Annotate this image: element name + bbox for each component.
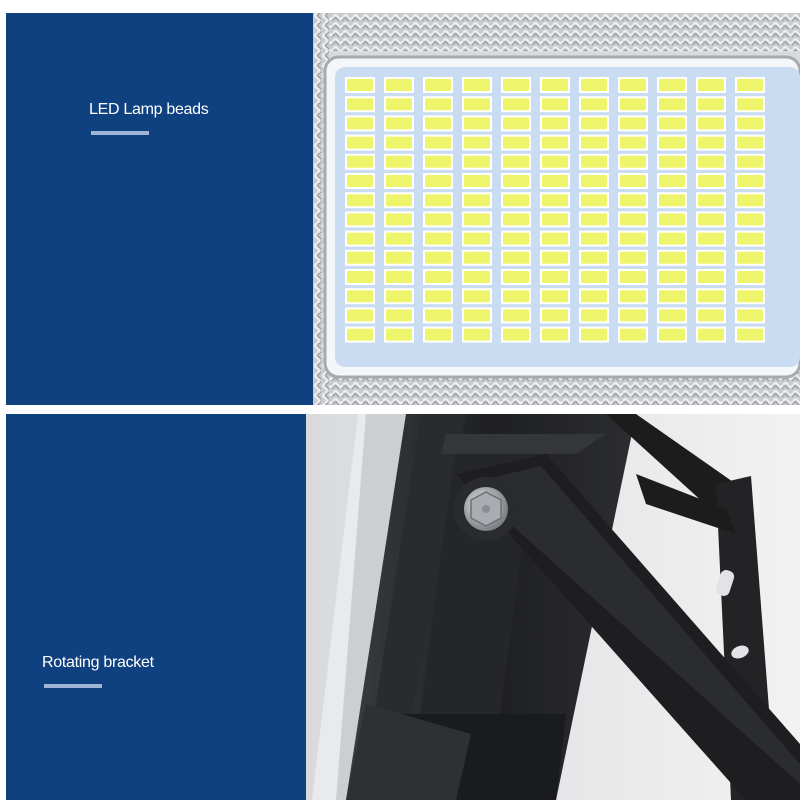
led-bead (698, 233, 724, 245)
led-bead (386, 329, 412, 341)
led-bead (464, 252, 490, 264)
led-bead (386, 137, 412, 149)
led-bead (737, 79, 763, 91)
rotating-bracket-panel (0, 414, 800, 800)
led-bead (464, 156, 490, 168)
led-bead (698, 271, 724, 283)
led-bead (503, 79, 529, 91)
led-bead (581, 117, 607, 129)
led-bead (581, 194, 607, 206)
bracket-photo (306, 414, 800, 800)
led-bead (620, 271, 646, 283)
led-lamp-beads-panel (0, 13, 800, 405)
led-bead (347, 137, 373, 149)
led-bead (386, 98, 412, 110)
led-bead (659, 290, 685, 302)
led-bead (620, 137, 646, 149)
led-bead (503, 252, 529, 264)
led-bead (542, 233, 568, 245)
led-bead (542, 271, 568, 283)
led-bead (503, 309, 529, 321)
led-bead (737, 309, 763, 321)
led-bead (503, 117, 529, 129)
led-bead (620, 194, 646, 206)
led-bead (503, 175, 529, 187)
led-bead (425, 290, 451, 302)
led-bead (581, 156, 607, 168)
led-bead (464, 233, 490, 245)
led-lamp-beads-caption: LED Lamp beads (89, 101, 209, 118)
led-bead (542, 309, 568, 321)
led-bead (347, 309, 373, 321)
led-bead (425, 98, 451, 110)
led-bead (347, 156, 373, 168)
led-panel-closeup-icon (313, 13, 800, 405)
led-bead (737, 175, 763, 187)
led-bead (464, 79, 490, 91)
led-bead (737, 290, 763, 302)
led-bead (659, 233, 685, 245)
led-bead (542, 137, 568, 149)
led-bead (581, 213, 607, 225)
led-bead (737, 194, 763, 206)
led-bead (347, 290, 373, 302)
led-bead (503, 194, 529, 206)
led-bead (581, 175, 607, 187)
led-bead (659, 252, 685, 264)
led-bead (542, 290, 568, 302)
led-bead (659, 117, 685, 129)
led-bead (620, 329, 646, 341)
led-bead (386, 290, 412, 302)
led-bead (542, 252, 568, 264)
led-bead (425, 233, 451, 245)
led-bead (386, 194, 412, 206)
led-bead (698, 117, 724, 129)
rotating-bracket-caption: Rotating bracket (42, 654, 154, 671)
led-bead (503, 233, 529, 245)
led-bead (386, 156, 412, 168)
led-bead (347, 233, 373, 245)
led-bead (386, 252, 412, 264)
led-bead (659, 156, 685, 168)
led-bead (347, 79, 373, 91)
led-bead (659, 137, 685, 149)
led-bead (386, 175, 412, 187)
led-bead (503, 137, 529, 149)
led-bead (581, 290, 607, 302)
led-bead (698, 252, 724, 264)
led-bead (581, 233, 607, 245)
led-bead (620, 252, 646, 264)
led-bead (659, 194, 685, 206)
led-bead (347, 252, 373, 264)
led-bead (347, 175, 373, 187)
led-bead (659, 309, 685, 321)
led-bead (425, 79, 451, 91)
led-bead (503, 213, 529, 225)
led-bead (698, 175, 724, 187)
led-bead (425, 271, 451, 283)
led-bead (503, 271, 529, 283)
led-bead (464, 213, 490, 225)
led-bead (425, 329, 451, 341)
led-bead (503, 98, 529, 110)
led-bead (464, 309, 490, 321)
led-bead (620, 290, 646, 302)
led-bead (425, 156, 451, 168)
led-bead (698, 309, 724, 321)
led-bead (542, 329, 568, 341)
led-bead (581, 309, 607, 321)
led-bead (347, 98, 373, 110)
led-bead (425, 252, 451, 264)
led-bead (581, 329, 607, 341)
led-bead (737, 117, 763, 129)
bracket-closeup-icon (306, 414, 800, 800)
led-bead (737, 329, 763, 341)
bracket-caption-block (6, 414, 306, 800)
led-bead (620, 233, 646, 245)
led-bead (464, 271, 490, 283)
led-bead (698, 98, 724, 110)
led-bead (386, 309, 412, 321)
led-bead (659, 98, 685, 110)
led-bead (737, 98, 763, 110)
led-bead (659, 329, 685, 341)
led-bead (581, 79, 607, 91)
led-bead (620, 79, 646, 91)
led-bead (386, 117, 412, 129)
led-bead (542, 79, 568, 91)
led-bead (698, 194, 724, 206)
led-bead (464, 290, 490, 302)
led-bead (464, 194, 490, 206)
led-bead (347, 117, 373, 129)
led-bead (425, 117, 451, 129)
led-bead (464, 329, 490, 341)
led-bead (620, 175, 646, 187)
led-bead (698, 213, 724, 225)
led-bead (581, 98, 607, 110)
led-bead (347, 213, 373, 225)
led-bead (581, 137, 607, 149)
led-bead (620, 156, 646, 168)
led-bead (425, 137, 451, 149)
led-bead (386, 233, 412, 245)
led-bead (542, 213, 568, 225)
led-bead (620, 309, 646, 321)
led-bead (425, 194, 451, 206)
led-bead (503, 156, 529, 168)
led-bead (347, 194, 373, 206)
led-bead (620, 117, 646, 129)
led-bead (698, 329, 724, 341)
led-panel-photo (313, 13, 800, 405)
led-bead (347, 329, 373, 341)
led-bead (503, 329, 529, 341)
led-bead (425, 309, 451, 321)
led-bead (464, 175, 490, 187)
led-bead (737, 213, 763, 225)
led-bead (464, 117, 490, 129)
led-caption-underline (91, 131, 149, 135)
led-bead (464, 137, 490, 149)
led-bead (659, 271, 685, 283)
led-bead (386, 79, 412, 91)
led-bead (737, 156, 763, 168)
led-bead (503, 290, 529, 302)
led-bead (581, 252, 607, 264)
led-bead (620, 213, 646, 225)
led-bead (659, 79, 685, 91)
led-bead (464, 98, 490, 110)
led-bead (737, 233, 763, 245)
led-bead (737, 271, 763, 283)
led-caption-block (6, 13, 313, 405)
led-bead (386, 271, 412, 283)
led-bead (698, 79, 724, 91)
led-bead (737, 137, 763, 149)
led-bead (347, 271, 373, 283)
led-bead (542, 117, 568, 129)
led-bead (698, 156, 724, 168)
led-bead (659, 213, 685, 225)
led-bead (581, 271, 607, 283)
led-bead (542, 194, 568, 206)
bracket-caption-underline (44, 684, 102, 688)
led-bead (542, 175, 568, 187)
led-bead (698, 290, 724, 302)
led-bead (542, 156, 568, 168)
led-bead (425, 213, 451, 225)
led-bead (698, 137, 724, 149)
led-bead (620, 98, 646, 110)
led-bead (542, 98, 568, 110)
led-bead (386, 213, 412, 225)
led-bead (425, 175, 451, 187)
led-bead (737, 252, 763, 264)
led-bead (659, 175, 685, 187)
